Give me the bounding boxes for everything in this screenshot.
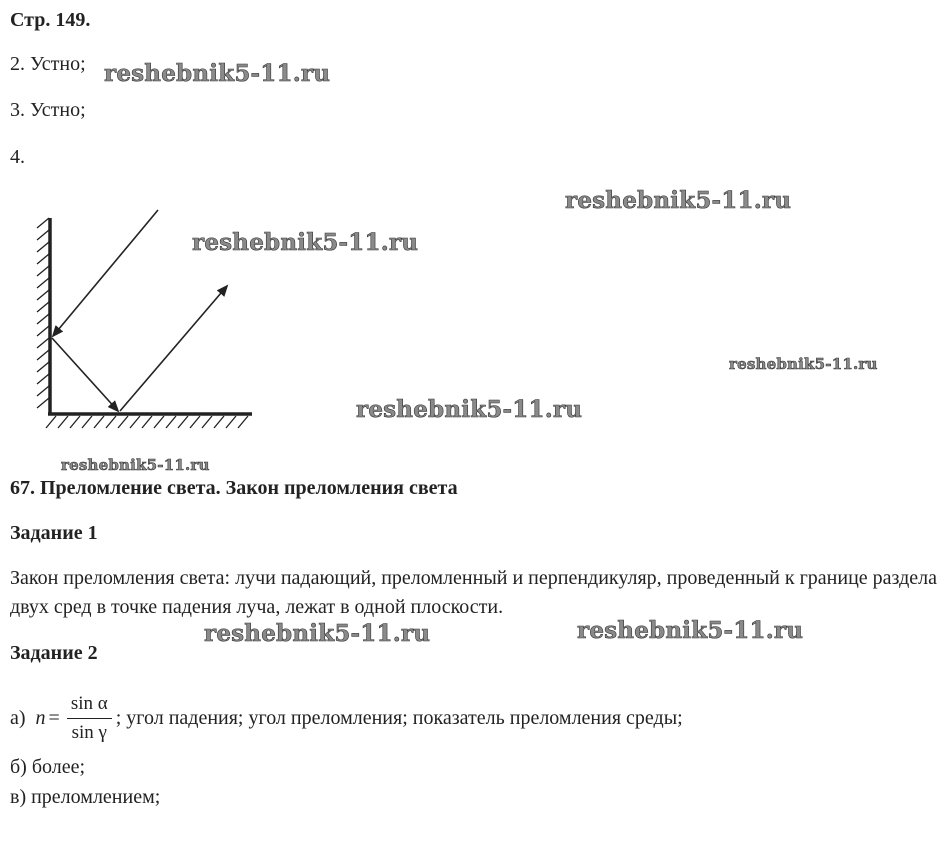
task-2-answer-c: в) преломлением; bbox=[10, 786, 161, 808]
task-2-answer-a bbox=[10, 690, 683, 746]
watermark-8: reshebnik5-11.ru bbox=[577, 617, 804, 644]
second-reflected-ray bbox=[120, 286, 227, 411]
task-1-title: Задание 1 bbox=[10, 522, 98, 544]
vertical-mirror bbox=[37, 218, 50, 414]
section-title: 67. Преломление света. Закон преломления света bbox=[10, 477, 458, 499]
task-1-text: Закон преломления света: лучи падающий, преломленный и перпендикуляр, проведенный к границе раздела двух сред в точке падения луча, лежат в одной плоскости. bbox=[10, 567, 937, 618]
equals-sign: = bbox=[48, 706, 60, 729]
incident-ray bbox=[53, 210, 158, 336]
task-2-answer-b: б) более; bbox=[10, 756, 86, 778]
watermark-2: reshebnik5-11.ru bbox=[565, 187, 792, 214]
watermark-3: reshebnik5-11.ru bbox=[192, 229, 419, 256]
fraction-denominator: sin γ bbox=[71, 721, 107, 743]
sine-ratio-fraction bbox=[67, 692, 112, 745]
watermark-4: reshebnik5-11.ru bbox=[729, 355, 878, 373]
watermark-7: reshebnik5-11.ru bbox=[204, 620, 431, 647]
answer-item-4: 4. bbox=[10, 146, 25, 168]
refraction-index-symbol: n bbox=[35, 706, 46, 729]
watermark-6: reshebnik5-11.ru bbox=[61, 456, 210, 474]
fraction-numerator: sin α bbox=[67, 692, 112, 719]
task-2-title: Задание 2 bbox=[10, 642, 98, 664]
horizontal-mirror bbox=[46, 414, 252, 428]
watermark-1: reshebnik5-11.ru bbox=[104, 60, 331, 87]
answer-item-2: 2. Устно; bbox=[10, 53, 86, 75]
first-reflected-ray bbox=[52, 338, 118, 411]
answer-a-label: а) bbox=[10, 706, 26, 729]
answer-a-text: ; угол падения; угол преломления; показатель преломления среды; bbox=[115, 706, 683, 729]
answer-item-3: 3. Устно; bbox=[10, 99, 86, 121]
page-heading: Стр. 149. bbox=[10, 9, 91, 31]
watermark-5: reshebnik5-11.ru bbox=[356, 396, 583, 423]
